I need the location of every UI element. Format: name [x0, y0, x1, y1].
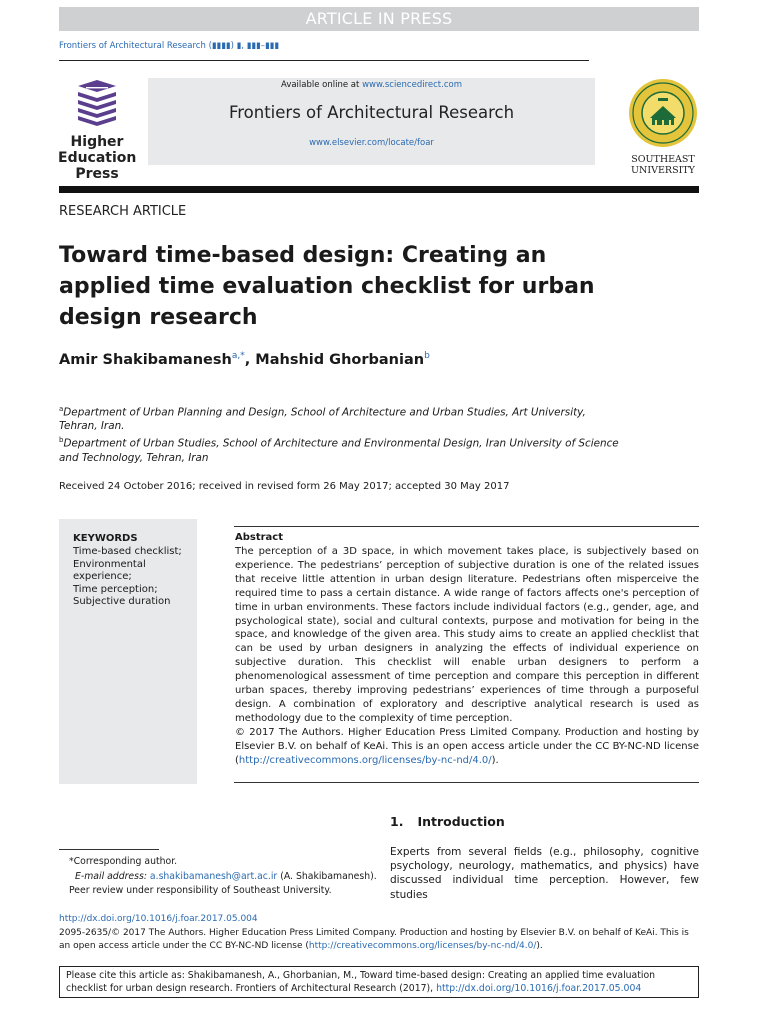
available-online-label: Available online at: [281, 80, 363, 90]
affiliation-marker: b: [59, 436, 64, 445]
journal-url-link[interactable]: www.elsevier.com/locate/foar: [309, 138, 434, 148]
article-title: Toward time-based design: Creating an applied time evaluation checklist for urban design research: [59, 243, 595, 330]
affiliations: [59, 402, 619, 465]
corresponding-author-note: *Corresponding author.: [69, 856, 178, 867]
license-link[interactable]: http://creativecommons.org/licenses/by-nc-nd/4.0/: [238, 754, 492, 766]
seu-logo: [624, 78, 702, 176]
received-dates: Received 24 October 2016; received in revised form 26 May 2017; accepted 30 May 2017: [59, 481, 510, 492]
abstract-copyright: [235, 726, 699, 768]
affiliation-marker: a: [59, 405, 64, 413]
keywords-heading: KEYWORDS: [73, 533, 138, 544]
seu-logo-line1: SOUTHEAST: [631, 154, 695, 165]
keyword-item[interactable]: Time perception;: [73, 583, 158, 595]
footnotes: [69, 855, 379, 899]
header-rule: [59, 60, 589, 61]
footer-copyright-end: ).: [536, 940, 543, 951]
header-thick-rule: [59, 186, 699, 193]
keyword-item[interactable]: Environmental experience;: [73, 558, 146, 582]
abstract-text: The perception of a 3D space, in which movement takes place, is subjectively based on experience. The pedestrians’ perception of subjective duration is one of the related issues that receive little attention in urban design literature. Pedestrians often misperceive the required time to pass a certain distance. A wide range of factors affects one's perception of time in urban environments. These factors include individual factors (e.g., gender, age, and psychological state), social and cultural contexts, purpose and motivation for being in the space, and knowledge of the given area. This study aims to create an applied checklist that can be used by urban designers in analyzing the effects of individual experience on subjective duration. This checklist will enable urban designers to perform a phenomenological assessment of time perception and compare this perception in different urban spaces, thereby improving pedestrians’ experiences of time through a purposeful design. A combination of exploratory and descriptive analytical research is used as methodology due to the complexity of time perception.: [235, 546, 699, 724]
author-name[interactable]: Amir Shakibamanesh: [59, 351, 232, 368]
footer-copyright: [59, 927, 699, 952]
abstract-copyright-end: ).: [491, 754, 499, 766]
author-separator: ,: [244, 351, 256, 368]
author-affiliation-marker[interactable]: b: [424, 351, 430, 361]
hep-logo-line3: Press: [75, 166, 119, 182]
affiliation-item: [59, 433, 619, 464]
hep-books-icon: [72, 78, 122, 126]
keyword-item[interactable]: Subjective duration: [73, 596, 171, 607]
seu-seal-icon: [628, 78, 698, 148]
keywords-list: [73, 546, 191, 609]
article-type: RESEARCH ARTICLE: [59, 204, 187, 219]
footer-license-link[interactable]: http://creativecommons.org/licenses/by-nc-nd/4.0/: [308, 940, 537, 951]
hep-logo-line2: Education: [58, 150, 137, 166]
journal-reference[interactable]: Frontiers of Architectural Research (▮▮▮▮) ▮, ▮▮▮–▮▮▮: [59, 41, 280, 51]
author-name[interactable]: Mahshid Ghorbanian: [255, 351, 425, 368]
author-affiliation-marker[interactable]: a,*: [231, 351, 245, 361]
hep-logo-line1: Higher: [70, 134, 124, 150]
abstract-heading: Abstract: [235, 532, 284, 543]
citation-body: Please cite this article as: Shakibamanesh, A., Ghorbanian, M., Toward time-based design: Creating an applied time evaluation checklist for urban design research. Frontiers of Architectural Research (2017),: [66, 970, 656, 994]
journal-title: Frontiers of Architectural Research: [228, 103, 515, 122]
abstract-copyright-text: © 2017 The Authors. Higher Education Press Limited Company. Production and hosting by Elsevier B.V. on behalf of KeAi. This is an open access article under the CC BY-NC-ND license (: [235, 726, 699, 766]
footnote-rule: [59, 849, 159, 850]
affiliation-text: Department of Urban Studies, School of Architecture and Environmental Design, Iran University of Science and Technology, Tehran, Iran: [59, 437, 619, 464]
hep-logo: [58, 78, 136, 182]
affiliation-text: Department of Urban Planning and Design, School of Architecture and Urban Studies, Art University, Tehran, Iran.: [59, 406, 586, 433]
abstract-bottom-rule: [234, 782, 699, 783]
doi-link[interactable]: http://dx.doi.org/10.1016/j.foar.2017.05.004: [59, 914, 258, 924]
introduction-heading: [390, 814, 505, 829]
abstract-body: [235, 545, 699, 768]
peer-review-note: Peer review under responsibility of Southeast University.: [69, 885, 332, 896]
article-in-press-banner: ARTICLE IN PRESS: [59, 7, 699, 31]
available-online: [148, 80, 595, 90]
citation-doi-link[interactable]: http://dx.doi.org/10.1016/j.foar.2017.05.004: [436, 983, 642, 994]
affiliation-item: [59, 402, 619, 433]
citation-text: [66, 969, 696, 995]
author-list: [59, 351, 430, 368]
sciencedirect-link[interactable]: www.sciencedirect.com: [362, 80, 462, 90]
introduction-text: Experts from several fields (e.g., philosophy, cognitive psychology, neurology, mathematics, and physics) have discussed individual time perception. However, few studies: [390, 846, 699, 901]
abstract-top-rule: [234, 526, 699, 527]
seu-logo-line2: UNIVERSITY: [631, 165, 695, 176]
email-link[interactable]: a.shakibamanesh@art.ac.ir: [149, 870, 278, 882]
section-number: 1.: [390, 814, 404, 829]
section-title: Introduction: [417, 814, 505, 829]
footer-copyright-text: 2095-2635/© 2017 The Authors. Higher Education Press Limited Company. Production and hosting by Elsevier B.V. on behalf of KeAi. This is an open access article under the CC BY-NC-ND license (: [59, 928, 689, 951]
email-note: [69, 870, 379, 885]
keyword-item[interactable]: Time-based checklist;: [73, 546, 182, 557]
email-label: E-mail address:: [75, 870, 150, 882]
email-suffix: (A. Shakibamanesh).: [277, 870, 377, 882]
